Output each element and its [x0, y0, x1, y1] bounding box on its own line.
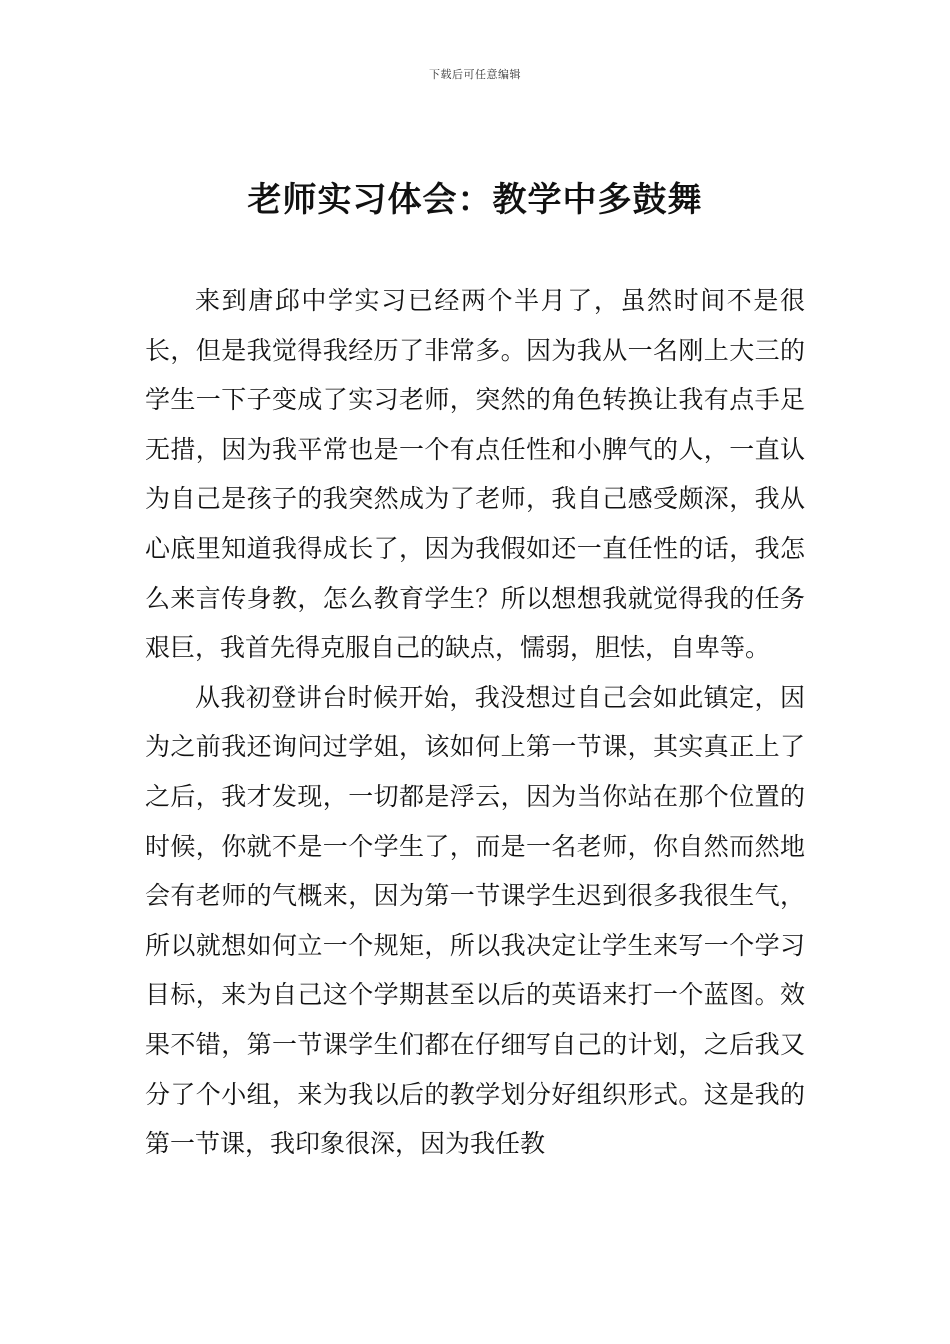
document-title: 老师实习体会：教学中多鼓舞 — [247, 180, 703, 220]
document-body — [145, 276, 805, 1169]
paragraph-2: 从我初登讲台时候开始，我没想过自己会如此镇定，因为之前我还询问过学姐，该如何上第一节课，其实真正上了之后，我才发现，一切都是浮云，因为当你站在那个位置的时候，你就不是一个学生了，而是一名老师，你自然而然地会有老师的气概来，因为第一节课学生迟到很多我很生气，所以就想如何立一个规矩，所以我决定让学生来写一个学习目标，来为自己这个学期甚至以后的英语来打一个蓝图。效果不错，第一节课学生们都在仔细写自己的计划，之后我又分了个小组，来为我以后的教学划分好组织形式。这是我的第一节课，我印象很深，因为我任教 — [145, 682, 805, 1159]
header-note: 下载后可任意编辑 — [429, 68, 521, 81]
paragraph-1: 来到唐邱中学实习已经两个半月了，虽然时间不是很长，但是我觉得我经历了非常多。因为我从一名刚上大三的学生一下子变成了实习老师，突然的角色转换让我有点手足无措，因为我平常也是一个有点任性和小脾气的人，一直认为自己是孩子的我突然成为了老师，我自己感受颇深，我从心底里知道我得成长了，因为我假如还一直任性的话，我怎么来言传身教，怎么教育学生？所以想想我就觉得我的任务艰巨，我首先得克服自己的缺点，懦弱，胆怯，自卑等。 — [145, 286, 805, 663]
